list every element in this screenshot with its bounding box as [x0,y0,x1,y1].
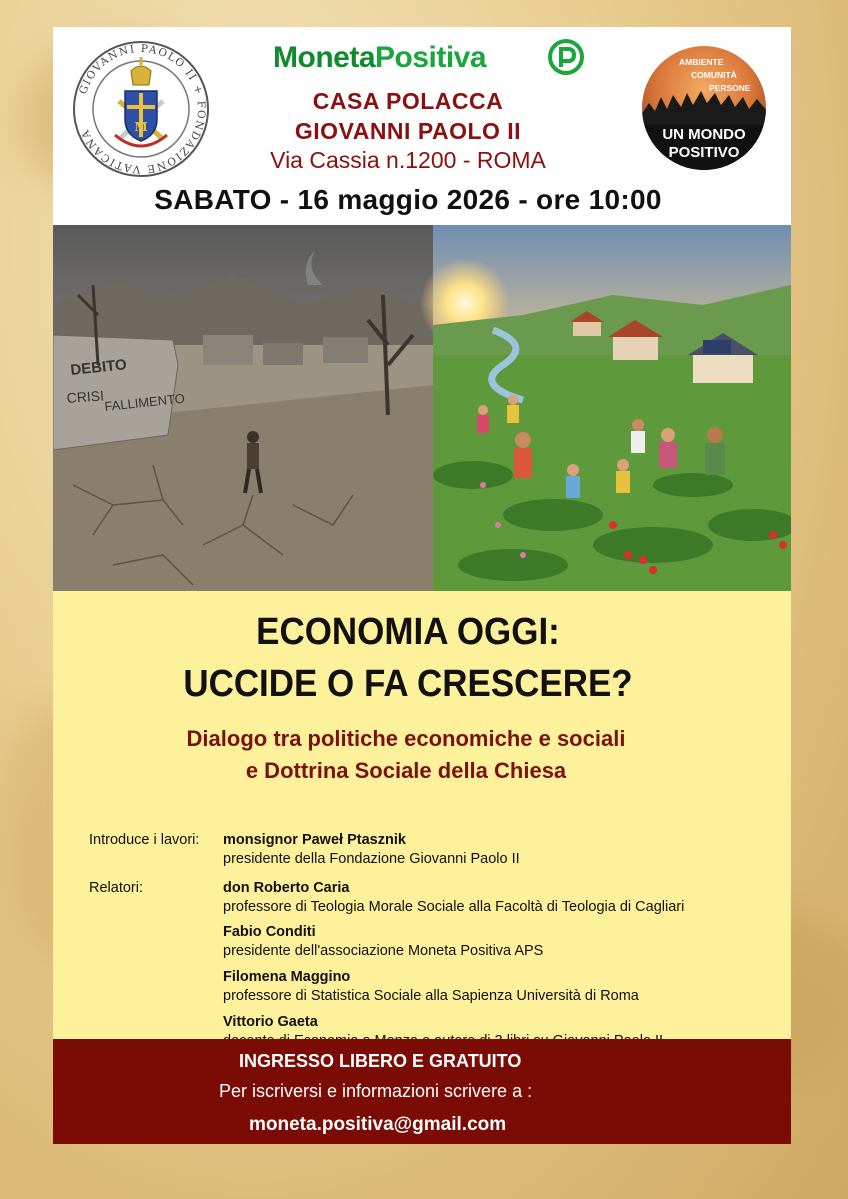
svg-text:M: M [134,120,148,134]
registration-info: Per iscriversi e informazioni scrivere a : [219,1081,533,1101]
svg-text:COMUNITÀ: COMUNITÀ [691,70,737,80]
event-subtitle-line1: Dialogo tra politiche economiche e sociali [186,726,626,751]
economy-contrast-illustration [53,225,791,591]
venue-name-line1: CASA POLACCA [312,88,504,114]
svg-text:AMBIENTE: AMBIENTE [679,57,724,67]
svg-text:PERSONE: PERSONE [709,83,751,93]
speaker-name: Vittorio Gaeta [223,1014,318,1030]
event-title-line2: UCCIDE O FA CRESCERE? [183,663,633,705]
speaker-name: Filomena Maggino [223,969,351,985]
introducer-name: monsignor Paweł Ptasznik [223,832,406,848]
svg-text:DEBITO: DEBITO [69,356,128,379]
speaker-name: don Roberto Caria [223,880,350,896]
introducer-role: presidente della Fondazione Giovanni Paolo II [223,851,520,867]
venue-address: Via Cassia n.1200 - ROMA [270,147,546,173]
event-datetime: SABATO - 16 maggio 2026 - ore 10:00 [154,184,662,215]
un-mondo-positivo-logo [641,45,767,171]
event-title-line1: ECONOMIA OGGI: [256,611,560,653]
event-subtitle-line2: e Dottrina Sociale della Chiesa [245,758,567,783]
registration-footer [53,1039,791,1144]
poster-header [53,27,791,225]
speaker-name: Fabio Conditi [223,924,316,940]
introducer-label: Introduce i lavori: [89,832,200,848]
svg-text:UN MONDO: UN MONDO [662,126,746,143]
moneta-positiva-icon [548,39,584,75]
svg-text:FALLIMENTO: FALLIMENTO [103,390,186,414]
speaker-role: professore di Statistica Sociale alla Sapienza Università di Roma [223,988,639,1004]
speaker-role: professore di Teologia Morale Sociale alla Facoltà di Teologia di Cagliari [223,899,685,915]
contact-email[interactable]: moneta.positiva@gmail.com [249,1114,507,1135]
svg-text:POSITIVO: POSITIVO [668,144,740,161]
speaker-role: presidente dell'associazione Moneta Positiva APS [223,943,544,959]
event-details-panel [53,591,791,1039]
venue-name-line2: GIOVANNI PAOLO II [294,118,522,144]
free-entry-notice: INGRESSO LIBERO E GRATUITO [239,1051,522,1071]
speakers-label: Relatori: [89,880,143,896]
poster-sheet [53,27,791,1144]
moneta-positiva-wordmark: MonetaPositiva [273,41,487,74]
svg-text:CRISI: CRISI [66,387,105,406]
svg-text:GIOVANNI PAOLO II + FONDAZIONE: GIOVANNI PAOLO II + FONDAZIONE VATICANA [77,42,208,176]
